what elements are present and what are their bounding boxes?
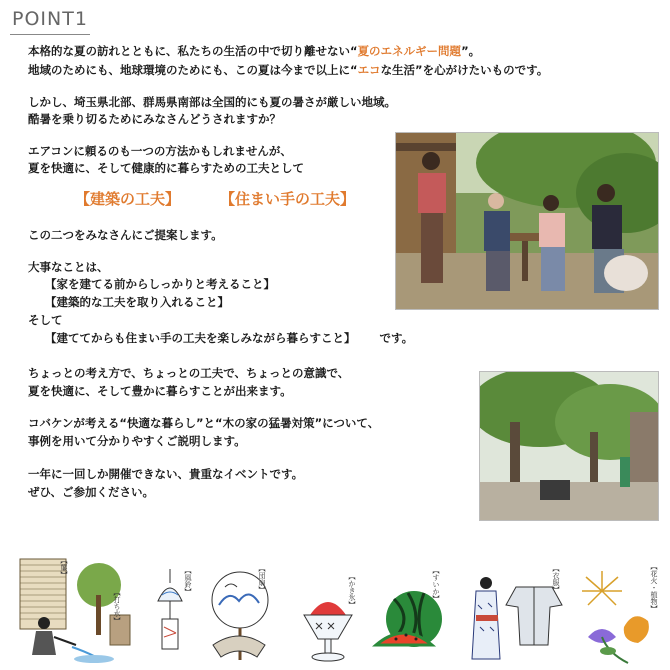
important-item-3-text: 【建ててからも住まい手の工夫を楽しみながら暮らすこと】 <box>45 331 356 345</box>
photo-people-outdoors <box>395 132 659 310</box>
caption-sudare: 【簾】 <box>60 557 68 578</box>
closing-line-3: コバケンが考える“快適な暮らし”と“木の家の猛暑対策”について、 <box>28 416 380 430</box>
feature-living: 【住まい手の工夫】 <box>220 190 356 208</box>
photo-trees-house <box>479 371 659 521</box>
caption-hanabi: 【花火・植物】 <box>650 563 658 612</box>
caption-suika: 【すいか】 <box>432 567 440 602</box>
ifuku-illustration <box>464 575 564 665</box>
closing-line-1: ちょっとの考え方で、ちょっとの工夫で、ちょっとの意識で、 <box>28 366 350 380</box>
important-item-1: 【家を建てる前からしっかりと考えること】 <box>45 277 275 291</box>
highlight-energy: 夏のエネルギー問題 <box>357 44 462 58</box>
closing-line-4: 事例を用いて分かりやすくご説明します。 <box>28 434 246 448</box>
important-item-2: 【建築的な工夫を取り入れること】 <box>45 295 229 309</box>
important-connector: そして <box>28 313 63 327</box>
intro-line-2 <box>28 63 548 78</box>
intro-text: 地域のためにも、地球環境のためにも、この夏は今まで以上に“ <box>28 63 358 77</box>
region-line-1: しかし、埼玉県北部、群馬県南部は全国的にも夏の暑さが厳しい地域。 <box>28 95 396 109</box>
important-item-3 <box>45 331 413 346</box>
important-tail: です。 <box>379 331 414 345</box>
aircon-line-2: 夏を快適に、そして健康的に暮らすための工夫として <box>28 161 304 175</box>
intro-text: 本格的な夏の訪れとともに、私たちの生活の中で切り離せない“ <box>28 44 358 58</box>
caption-furin: 【風鈴】 <box>184 567 192 595</box>
intro-text: な生活”を心がけたいものです。 <box>380 63 549 77</box>
aircon-line-1: エアコンに頼るのも一つの方法かもしれませんが、 <box>28 144 292 158</box>
highlight-eco: エコ <box>357 63 381 77</box>
caption-kakigori: 【かき氷】 <box>348 573 356 608</box>
proposal-line: この二つをみなさんにご提案します。 <box>28 228 223 242</box>
important-lead: 大事なことは、 <box>28 260 109 274</box>
point-underline <box>10 34 90 35</box>
caption-ifuku: 【衣服】 <box>552 565 560 593</box>
closing-line-6: ぜひ、ご参加ください。 <box>28 485 155 499</box>
feature-building: 【建築の工夫】 <box>75 190 181 208</box>
suika-illustration <box>372 581 452 661</box>
summer-illustrations <box>0 545 670 670</box>
intro-text: ”。 <box>461 44 481 58</box>
caption-uchiwa: 【団扇】 <box>258 565 266 593</box>
hanabi-plants-illustration <box>578 567 658 667</box>
closing-line-5: 一年に一回しか開催できない、貴重なイベントです。 <box>28 467 304 481</box>
region-line-2: 酷暑を乗り切るためにみなさんどうされますか？ <box>28 112 281 126</box>
closing-line-2: 夏を快適に、そして豊かに暮らすことが出来ます。 <box>28 384 292 398</box>
caption-uchimizu: 【打ち水】 <box>113 589 121 624</box>
intro-line-1 <box>28 44 480 59</box>
point-title: POINT1 <box>12 8 88 30</box>
